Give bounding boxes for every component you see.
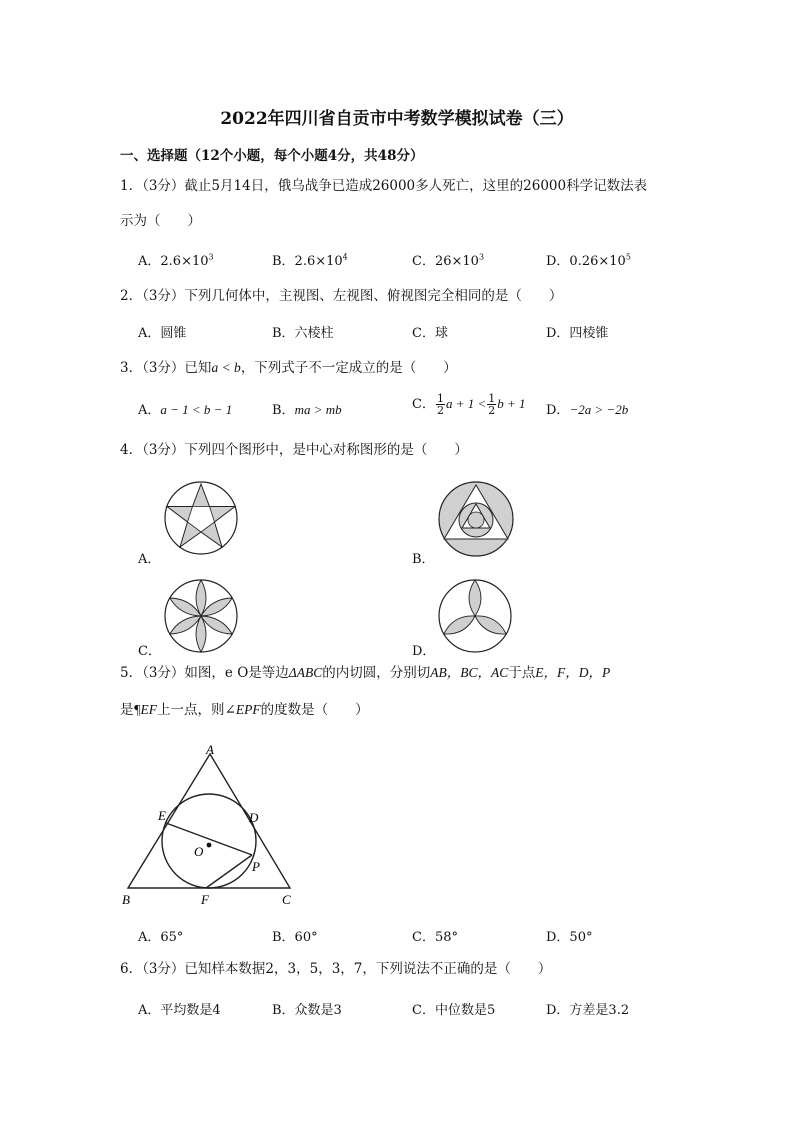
q2-option-a: A．圆锥 [138, 326, 187, 341]
q5-option-a: A．65° [138, 930, 184, 945]
q6-stem: 6．（3分）已知样本数据2，3，5，3，7，下列说法不正确的是（ ） [120, 961, 552, 977]
q4-option-c: C． [138, 644, 161, 659]
fraction-half: $\frac{1}{2}$ [488, 392, 496, 417]
q3-condition: a < b [211, 360, 241, 375]
q3-option-a: A．a − 1 < b − 1 [138, 402, 233, 418]
page-title: 2022年四川省自贡市中考数学模拟试卷（三） [220, 109, 574, 129]
q5-option-b: B．60° [272, 930, 318, 945]
q2-option-d: D．四棱锥 [546, 326, 609, 341]
label-d: D [249, 810, 259, 825]
q6-option-a: A．平均数是4 [138, 1003, 221, 1018]
label-f: F [201, 892, 209, 907]
q3-option-b: B．ma > mb [272, 402, 342, 418]
label-p: P [252, 859, 260, 874]
q4-option-a: A． [138, 552, 161, 567]
figure-three-petal-flower [437, 578, 513, 654]
label-c: C [282, 892, 291, 907]
q5-option-c: C．58° [412, 930, 458, 945]
q1-option-a: A．$2.6\times 10^3$ [138, 252, 214, 269]
q1-option-b: B．$2.6\times 10^4$ [272, 252, 348, 269]
label-b: B [122, 892, 130, 907]
q2-option-b: B．六棱柱 [272, 326, 334, 341]
q4-option-d: D． [412, 644, 436, 659]
q2-stem: 2．（3分）下列几何体中，主视图、左视图、俯视图完全相同的是（ ） [120, 288, 563, 304]
label-o: O [194, 844, 204, 859]
q3-stem: 3．（3分）已知a < b，下列式子不一定成立的是（ ） [120, 360, 457, 376]
q6-option-c: C．中位数是5 [412, 1003, 496, 1018]
q6-option-b: B．众数是3 [272, 1003, 342, 1018]
q2-option-c: C．球 [412, 326, 448, 341]
q5-option-d: D．50° [546, 930, 593, 945]
q5-stem-line2: 是¶EF上一点，则∠EPF的度数是（ ） [120, 702, 369, 718]
section-heading: 一、选择题（12个小题，每个小题4分，共48分） [120, 148, 424, 164]
figure-triangle-circles [437, 480, 515, 558]
q6-option-d: D．方差是3.2 [546, 1003, 630, 1018]
q1-stem-line1: 1．（3分）截止5月14日，俄乌战争已造成26000多人死亡，这里的26000科学记数法表 [120, 178, 648, 194]
figure-incircle-triangle [118, 738, 303, 910]
q1-stem-line2: 示为（ ） [120, 213, 201, 229]
fraction-half: $\frac{1}{2}$ [436, 392, 444, 417]
label-a: A [206, 742, 214, 757]
figure-six-petal-flower [163, 578, 239, 654]
q5-stem-line1: 5．（3分）如图，e O是等边ΔABC的内切圆，分别切AB，BC，AC于点E，F，D，P [120, 665, 611, 681]
q4-option-b: B． [412, 552, 435, 567]
label-e: E [158, 808, 166, 823]
q4-stem: 4．（3分）下列四个图形中，是中心对称图形的是（ ） [120, 442, 468, 458]
q1-option-d: D．$0.26\times 10^5$ [546, 252, 631, 269]
q1-option-c: C．$26\times 10^3$ [412, 252, 485, 269]
q3-option-c: C． $\frac{1}{2}$ a + 1 < $\frac{1}{2}$ b + 1 [412, 392, 526, 417]
figure-star-in-circle [163, 480, 239, 556]
q3-option-d: D．−2a > −2b [546, 402, 629, 418]
